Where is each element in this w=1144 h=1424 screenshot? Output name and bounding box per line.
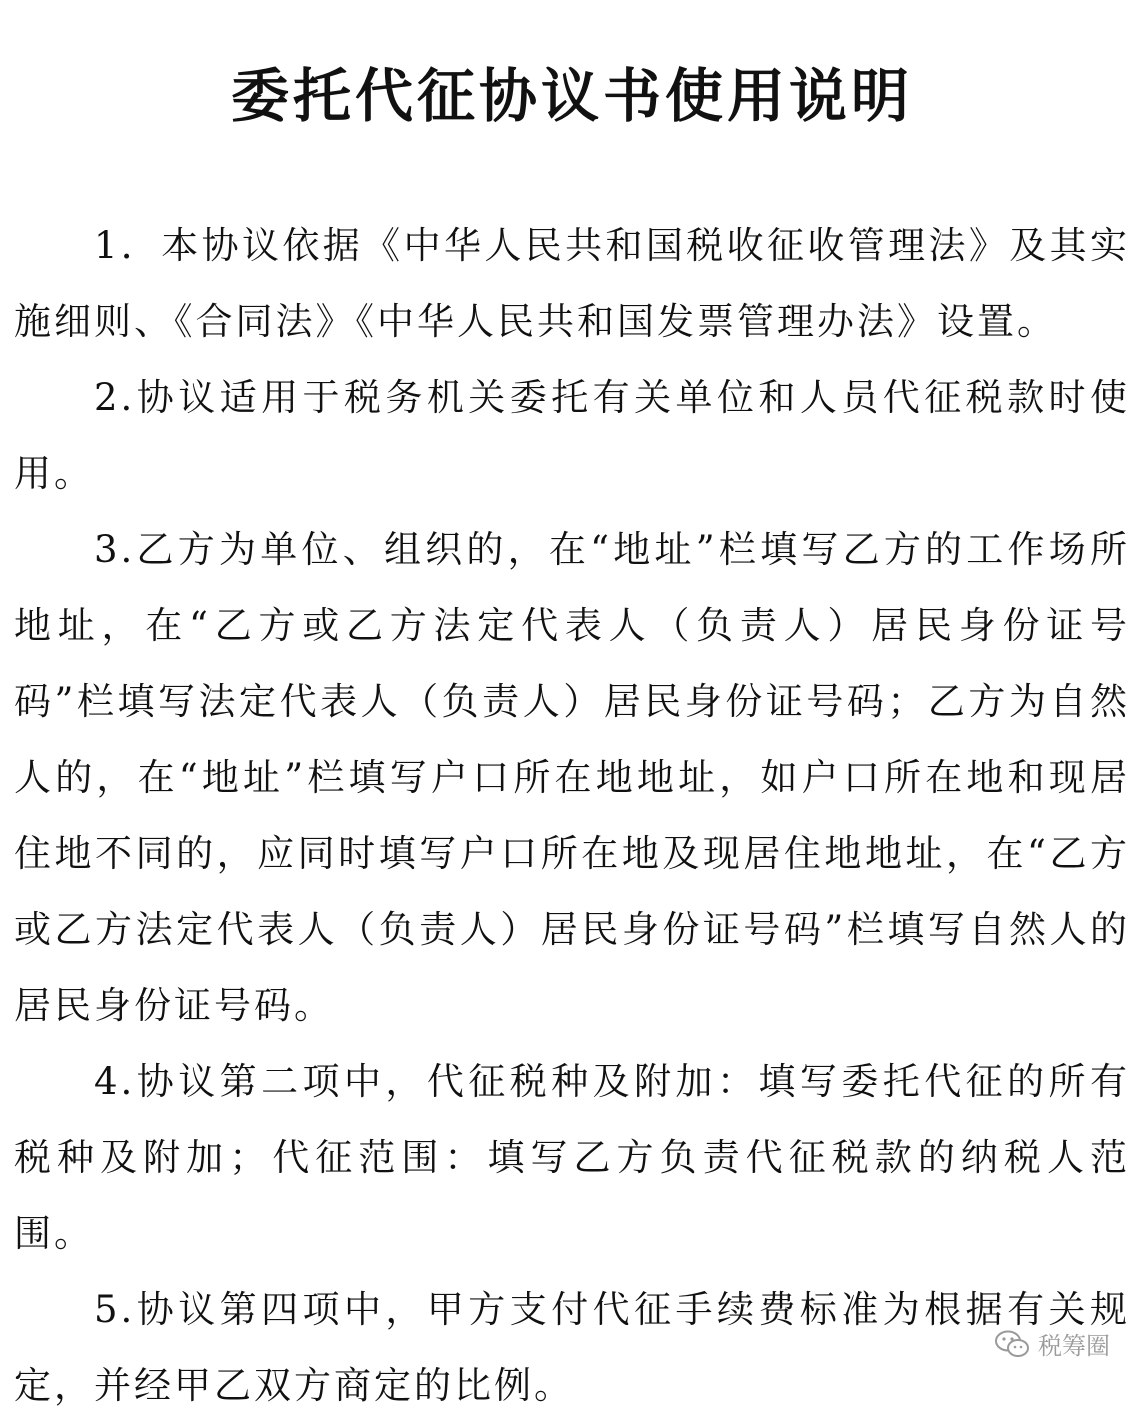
- paragraph-1: 1．本协议依据《中华人民共和国税收征收管理法》及其实施细则、《合同法》《中华人民共和国发票管理办法》设置。: [14, 224, 1130, 343]
- watermark-text: 税筹圈: [1038, 1332, 1110, 1360]
- watermark: [994, 1326, 1110, 1361]
- paragraph-3: 3.乙方为单位、组织的，在“地址”栏填写乙方的工作场所地址，在“乙方或乙方法定代表人（负责人）居民身份证号码”栏填写法定代表人（负责人）居民身份证号码；乙方为自然人的，在“地址”栏填写户口所在地地址，如户口所在地和现居住地不同的，应同时填写户口所在地及现居住地地址，在“乙方或乙方法定代表人（负责人）居民身份证号码”栏填写自然人的居民身份证号码。: [14, 528, 1130, 1027]
- wechat-chat-bubble-icon: [994, 1329, 1030, 1359]
- paragraph-4: 4.协议第二项中，代征税种及附加：填写委托代征的所有税种及附加；代征范围：填写乙方负责代征税款的纳税人范围。: [14, 1060, 1130, 1255]
- document-body: [14, 208, 1130, 1424]
- paragraph-5: 5.协议第四项中，甲方支付代征手续费标准为根据有关规定，并经甲乙双方商定的比例。: [14, 1288, 1130, 1407]
- document-title: 委托代征协议书使用说明: [230, 62, 913, 130]
- paragraph-2: 2.协议适用于税务机关委托有关单位和人员代征税款时使用。: [14, 376, 1130, 495]
